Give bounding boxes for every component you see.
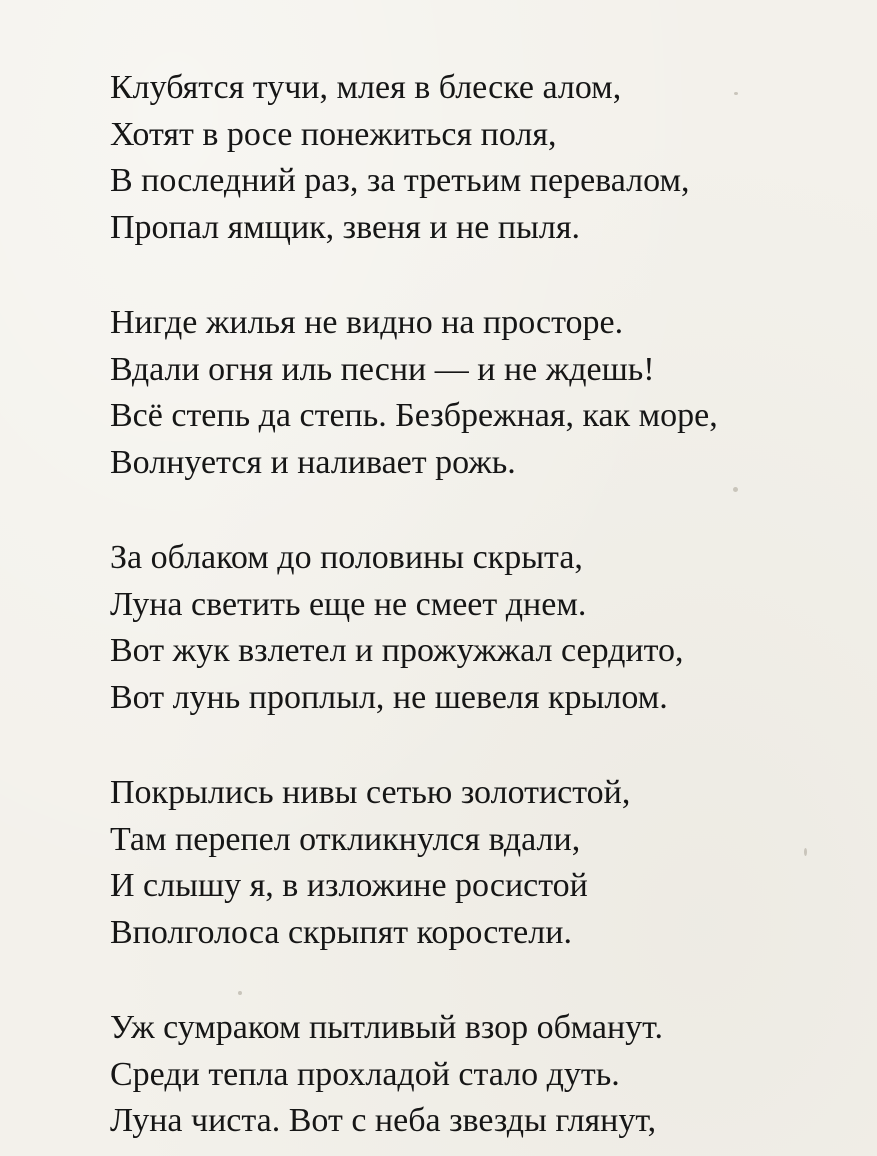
poem-line: Хотят в росе понежиться поля, (110, 115, 557, 153)
poem-line: Вдали огня иль песни — и не ждешь! (110, 350, 655, 388)
poem-line: Среди тепла прохладой стало дуть. (110, 1055, 620, 1093)
poem-line: Луна чиста. Вот с неба звезды глянут, (110, 1102, 657, 1139)
poem-text (110, 65, 850, 1156)
poem-line: И слышу я, в изложине росистой (110, 867, 588, 904)
poem-line: Уж сумраком пытливый взор обманут. (110, 1009, 663, 1046)
poem-line: Нигде жилья не видно на просторе. (110, 304, 624, 341)
poem-line: Всё степь да степь. Безбрежная, как море, (110, 397, 718, 434)
poem-line: Пропал ямщик, звеня и не пыля. (110, 208, 580, 246)
poem-line: Волнуется и наливает рожь. (110, 443, 516, 481)
stanza-3 (110, 535, 850, 721)
poem-line: В последний раз, за третьим перевалом, (110, 162, 690, 199)
poem-line: Вот лунь проплыл, не шевеля крылом. (110, 678, 668, 716)
stanza-1 (110, 65, 850, 251)
poem-line: Вот жук взлетел и прожужжал сердито, (110, 632, 684, 669)
poem-line: Луна светить еще не смеет днем. (110, 585, 587, 623)
poem-line: Там перепел откликнулся вдали, (110, 820, 581, 858)
stanza-4 (110, 770, 850, 956)
stanza-2 (110, 300, 850, 486)
poem-line: За облаком до половины скрыта, (110, 539, 583, 576)
poem-line: Вполголоса скрыпят коростели. (110, 913, 572, 951)
stanza-5 (110, 1005, 850, 1145)
poem-line: Покрылись нивы сетью золотистой, (110, 774, 631, 811)
poem-line: Клубятся тучи, млея в блеске алом, (110, 69, 622, 106)
